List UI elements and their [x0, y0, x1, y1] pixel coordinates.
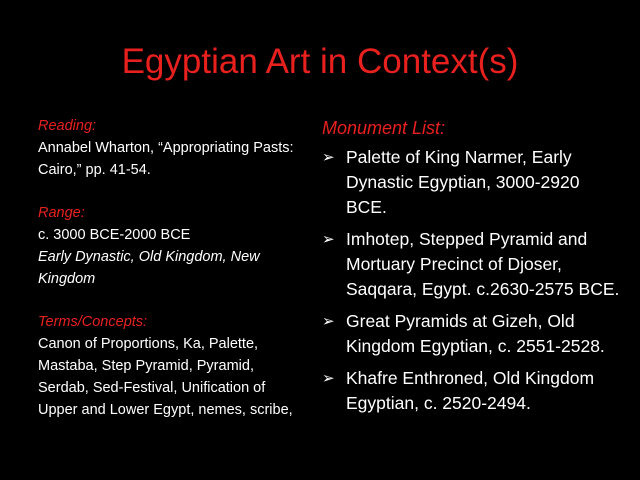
monument-text: Khafre Enthroned, Old Kingdom Egyptian, c. 2520-2494. [346, 368, 595, 413]
list-item [322, 227, 622, 302]
range-text: c. 3000 BCE-2000 BCE [38, 227, 191, 243]
range-periods: Early Dynastic, Old Kingdom, New Kingdom [38, 249, 260, 287]
terms-label: Terms/Concepts: [38, 314, 148, 330]
arrow-bullet-icon: ➢ [322, 370, 335, 387]
arrow-bullet-icon: ➢ [322, 313, 335, 330]
reading-label: Reading: [38, 118, 97, 134]
monument-text: Great Pyramids at Gizeh, Old Kingdom Egyptian, c. 2551-2528. [346, 311, 605, 356]
list-item [322, 309, 622, 359]
list-item [322, 366, 622, 416]
list-item [322, 145, 622, 220]
left-column [38, 116, 308, 421]
monument-text: Imhotep, Stepped Pyramid and Mortuary Precinct of Djoser, Saqqara, Egypt. c.2630-2575 BCE. [346, 229, 620, 299]
arrow-bullet-icon: ➢ [322, 149, 335, 166]
monument-list [322, 145, 622, 416]
slide-title: Egyptian Art in Context(s) [121, 42, 519, 81]
terms-text: Canon of Proportions, Ka, Palette, Mastaba, Step Pyramid, Pyramid, Serdab, Sed-Festival, Unification of Upper and Lower Egypt, nemes, scribe, [38, 336, 293, 418]
monument-list-label: Monument List: [322, 118, 446, 138]
range-label: Range: [38, 205, 85, 221]
right-column [322, 116, 622, 423]
reading-text: Annabel Wharton, “Appropriating Pasts: Cairo,” pp. 41-54. [38, 140, 294, 178]
arrow-bullet-icon: ➢ [322, 231, 335, 248]
monument-text: Palette of King Narmer, Early Dynastic Egyptian, 3000-2920 BCE. [346, 147, 580, 217]
